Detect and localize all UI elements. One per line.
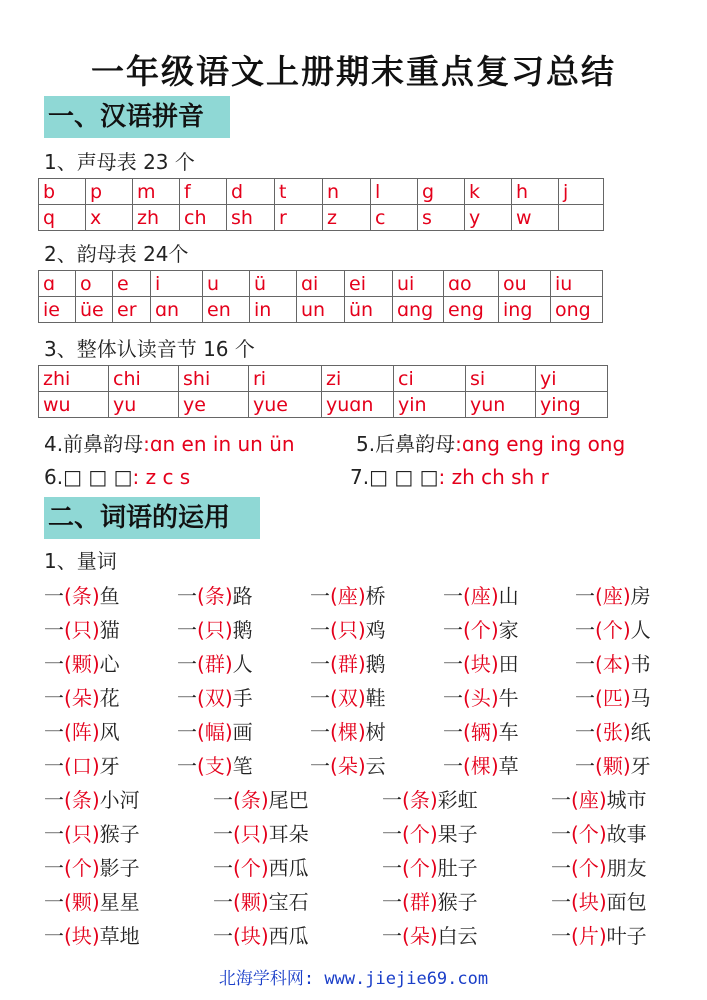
yunmu-table bbox=[38, 270, 603, 323]
pinyin-cell: n bbox=[323, 179, 371, 205]
measure-word-item: 一(只)猴子 bbox=[44, 822, 140, 846]
measure-noun: 故事 bbox=[606, 822, 647, 846]
measure-word-item: 一(只)耳朵 bbox=[213, 822, 309, 846]
item-7 bbox=[350, 465, 549, 489]
measure-noun: 城市 bbox=[606, 788, 647, 812]
pinyin-cell: r bbox=[275, 205, 323, 231]
measure-word-item: 一(只)猫 bbox=[44, 618, 120, 642]
measure-noun: 车 bbox=[498, 720, 519, 744]
section-ciyu-heading: 二、词语的运用 bbox=[44, 497, 260, 539]
measure-word-item: 一(个)影子 bbox=[44, 856, 140, 880]
measure-word: 双 bbox=[337, 686, 358, 710]
pinyin-cell: f bbox=[180, 179, 227, 205]
pinyin-cell: w bbox=[512, 205, 559, 231]
pinyin-cell: y bbox=[465, 205, 512, 231]
measure-word: 支 bbox=[204, 754, 225, 778]
hou-value: :ɑng eng ing ong bbox=[455, 432, 626, 456]
pinyin-cell: ci bbox=[394, 366, 466, 392]
measure-noun: 手 bbox=[232, 686, 253, 710]
measure-word: 个 bbox=[578, 822, 599, 846]
zhengti-table bbox=[38, 365, 608, 418]
measure-noun: 心 bbox=[99, 652, 120, 676]
shengmu-title: 1、声母表 23 个 bbox=[44, 150, 195, 174]
pinyin-cell: zh bbox=[133, 205, 180, 231]
measure-word: 颗 bbox=[240, 890, 261, 914]
measure-word: 匹 bbox=[602, 686, 623, 710]
pinyin-cell: m bbox=[133, 179, 180, 205]
measure-word: 阵 bbox=[71, 720, 92, 744]
measure-word-item: 一(幅)画 bbox=[177, 720, 253, 744]
measure-noun: 鱼 bbox=[99, 584, 120, 608]
measure-word-item: 一(群)人 bbox=[177, 652, 253, 676]
pinyin-cell: ui bbox=[393, 271, 444, 297]
pinyin-cell: ɑ bbox=[39, 271, 76, 297]
measure-word-item: 一(个)家 bbox=[443, 618, 519, 642]
measure-word: 颗 bbox=[71, 652, 92, 676]
measure-word-item: 一(座)山 bbox=[443, 584, 519, 608]
measure-word-item: 一(双)鞋 bbox=[310, 686, 386, 710]
shengmu-table bbox=[38, 178, 604, 231]
measure-noun: 尾巴 bbox=[268, 788, 309, 812]
measure-word: 块 bbox=[470, 652, 491, 676]
measure-noun: 马 bbox=[630, 686, 651, 710]
pinyin-cell: ri bbox=[249, 366, 322, 392]
measure-word: 只 bbox=[71, 618, 92, 642]
measure-word: 朵 bbox=[337, 754, 358, 778]
measure-noun: 小河 bbox=[99, 788, 140, 812]
table-row bbox=[39, 179, 604, 205]
measure-word: 头 bbox=[470, 686, 491, 710]
pinyin-cell: ing bbox=[499, 297, 551, 323]
measure-noun: 彩虹 bbox=[437, 788, 478, 812]
pinyin-cell: x bbox=[86, 205, 133, 231]
pinyin-cell: chi bbox=[109, 366, 179, 392]
measure-noun: 鹅 bbox=[232, 618, 253, 642]
measure-word: 朵 bbox=[71, 686, 92, 710]
pinyin-cell: ü bbox=[250, 271, 297, 297]
measure-word-item: 一(张)纸 bbox=[575, 720, 651, 744]
measure-word: 个 bbox=[409, 822, 430, 846]
pinyin-cell: z bbox=[323, 205, 371, 231]
pinyin-cell bbox=[559, 205, 604, 231]
table-row bbox=[39, 297, 603, 323]
measure-noun: 白云 bbox=[437, 924, 478, 948]
measure-word-item: 一(个)肚子 bbox=[382, 856, 478, 880]
measure-word-item: 一(双)手 bbox=[177, 686, 253, 710]
measure-word-item: 一(块)田 bbox=[443, 652, 519, 676]
measure-word-item: 一(条)彩虹 bbox=[382, 788, 478, 812]
pinyin-cell: shi bbox=[179, 366, 249, 392]
measure-word-item: 一(块)面包 bbox=[551, 890, 647, 914]
measure-noun: 云 bbox=[365, 754, 386, 778]
measure-noun: 路 bbox=[232, 584, 253, 608]
pinyin-cell: i bbox=[151, 271, 203, 297]
measure-noun: 果子 bbox=[437, 822, 478, 846]
measure-word: 辆 bbox=[470, 720, 491, 744]
pinyin-cell: yi bbox=[536, 366, 608, 392]
measure-noun: 西瓜 bbox=[268, 924, 309, 948]
measure-word: 棵 bbox=[470, 754, 491, 778]
item-6 bbox=[44, 465, 190, 489]
measure-noun: 房 bbox=[630, 584, 651, 608]
pinyin-cell: üe bbox=[76, 297, 113, 323]
measure-word-item: 一(群)鹅 bbox=[310, 652, 386, 676]
measure-noun: 纸 bbox=[630, 720, 651, 744]
measure-word: 条 bbox=[204, 584, 225, 608]
measure-word: 口 bbox=[71, 754, 92, 778]
pinyin-cell: in bbox=[250, 297, 297, 323]
table-row bbox=[39, 392, 608, 418]
measure-word-item: 一(个)人 bbox=[575, 618, 651, 642]
measure-word: 个 bbox=[240, 856, 261, 880]
measure-word-item: 一(朵)花 bbox=[44, 686, 120, 710]
measure-word: 张 bbox=[602, 720, 623, 744]
table-row bbox=[39, 271, 603, 297]
measure-word-item: 一(只)鸡 bbox=[310, 618, 386, 642]
table-row bbox=[39, 366, 608, 392]
measure-word-item: 一(个)故事 bbox=[551, 822, 647, 846]
pinyin-cell: ɑo bbox=[444, 271, 499, 297]
pinyin-cell: q bbox=[39, 205, 86, 231]
pinyin-cell: s bbox=[418, 205, 465, 231]
measure-word-item: 一(颗)牙 bbox=[575, 754, 651, 778]
measure-word: 块 bbox=[578, 890, 599, 914]
pinyin-cell: h bbox=[512, 179, 559, 205]
pinyin-cell: iu bbox=[551, 271, 603, 297]
measure-word-item: 一(块)草地 bbox=[44, 924, 140, 948]
measure-noun: 鹅 bbox=[365, 652, 386, 676]
pinyin-cell: ɑn bbox=[151, 297, 203, 323]
measure-word: 群 bbox=[337, 652, 358, 676]
measure-word-item: 一(只)鹅 bbox=[177, 618, 253, 642]
zhengti-title: 3、整体认读音节 16 个 bbox=[44, 337, 255, 361]
measure-word-item: 一(朵)云 bbox=[310, 754, 386, 778]
pinyin-cell: d bbox=[227, 179, 275, 205]
measure-word-item: 一(条)尾巴 bbox=[213, 788, 309, 812]
pinyin-cell: si bbox=[466, 366, 536, 392]
measure-noun: 草 bbox=[498, 754, 519, 778]
measure-noun: 面包 bbox=[606, 890, 647, 914]
measure-word: 座 bbox=[470, 584, 491, 608]
measure-word: 个 bbox=[578, 856, 599, 880]
measure-word: 块 bbox=[71, 924, 92, 948]
measure-noun: 叶子 bbox=[606, 924, 647, 948]
item6-label: 6.□ □ □ bbox=[44, 465, 133, 489]
measure-word: 个 bbox=[71, 856, 92, 880]
measure-word: 只 bbox=[240, 822, 261, 846]
measure-word: 只 bbox=[204, 618, 225, 642]
measure-word: 个 bbox=[409, 856, 430, 880]
pinyin-cell: eng bbox=[444, 297, 499, 323]
section-pinyin-heading: 一、汉语拼音 bbox=[44, 96, 230, 138]
pinyin-cell: yue bbox=[249, 392, 322, 418]
measure-word-item: 一(头)牛 bbox=[443, 686, 519, 710]
pinyin-cell: zhi bbox=[39, 366, 109, 392]
measure-noun: 画 bbox=[232, 720, 253, 744]
pinyin-cell: o bbox=[76, 271, 113, 297]
measure-noun: 书 bbox=[630, 652, 651, 676]
pinyin-cell: k bbox=[465, 179, 512, 205]
measure-word: 双 bbox=[204, 686, 225, 710]
measure-word: 个 bbox=[602, 618, 623, 642]
pinyin-cell: zi bbox=[322, 366, 394, 392]
pinyin-cell: c bbox=[371, 205, 418, 231]
pinyin-cell: yu bbox=[109, 392, 179, 418]
qian-bi-yunmu bbox=[44, 428, 295, 457]
measure-noun: 猫 bbox=[99, 618, 120, 642]
measure-noun: 牛 bbox=[498, 686, 519, 710]
table-row bbox=[39, 205, 604, 231]
measure-word-item: 一(棵)草 bbox=[443, 754, 519, 778]
pinyin-cell: yuɑn bbox=[322, 392, 394, 418]
measure-word-item: 一(颗)心 bbox=[44, 652, 120, 676]
measure-word-item: 一(座)城市 bbox=[551, 788, 647, 812]
measure-noun: 草地 bbox=[99, 924, 140, 948]
measure-noun: 人 bbox=[630, 618, 651, 642]
measure-noun: 宝石 bbox=[268, 890, 309, 914]
hou-label: 5.后鼻韵母 bbox=[356, 432, 456, 456]
pinyin-cell: ying bbox=[536, 392, 608, 418]
footer-site: 北海学科网: www.jiejie69.com bbox=[218, 969, 489, 989]
measure-word-item: 一(朵)白云 bbox=[382, 924, 478, 948]
measure-noun: 田 bbox=[498, 652, 519, 676]
pinyin-cell: t bbox=[275, 179, 323, 205]
measure-word-item: 一(棵)树 bbox=[310, 720, 386, 744]
measure-noun: 树 bbox=[365, 720, 386, 744]
measure-noun: 肚子 bbox=[437, 856, 478, 880]
pinyin-cell: p bbox=[86, 179, 133, 205]
pinyin-cell: ou bbox=[499, 271, 551, 297]
item7-value: : zh ch sh r bbox=[438, 465, 549, 489]
pinyin-cell: ei bbox=[345, 271, 393, 297]
measure-word: 块 bbox=[240, 924, 261, 948]
measure-noun: 猴子 bbox=[99, 822, 140, 846]
pinyin-cell: l bbox=[371, 179, 418, 205]
measure-noun: 花 bbox=[99, 686, 120, 710]
measure-noun: 耳朵 bbox=[268, 822, 309, 846]
measure-word: 幅 bbox=[204, 720, 225, 744]
measure-word-item: 一(条)鱼 bbox=[44, 584, 120, 608]
measure-word-item: 一(条)路 bbox=[177, 584, 253, 608]
measure-word: 座 bbox=[578, 788, 599, 812]
measure-noun: 桥 bbox=[365, 584, 386, 608]
measure-word: 条 bbox=[240, 788, 261, 812]
measure-word: 朵 bbox=[409, 924, 430, 948]
pinyin-cell: er bbox=[113, 297, 151, 323]
measure-word-item: 一(颗)星星 bbox=[44, 890, 140, 914]
pinyin-cell: yin bbox=[394, 392, 466, 418]
measure-word: 座 bbox=[337, 584, 358, 608]
measure-word: 条 bbox=[71, 788, 92, 812]
pinyin-cell: yun bbox=[466, 392, 536, 418]
measure-word-item: 一(本)书 bbox=[575, 652, 651, 676]
pinyin-cell: ch bbox=[180, 205, 227, 231]
measure-word-item: 一(支)笔 bbox=[177, 754, 253, 778]
measure-word-item: 一(个)朋友 bbox=[551, 856, 647, 880]
measure-word: 个 bbox=[470, 618, 491, 642]
measure-word-item: 一(辆)车 bbox=[443, 720, 519, 744]
item7-label: 7.□ □ □ bbox=[350, 465, 439, 489]
measure-word: 片 bbox=[578, 924, 599, 948]
measure-word: 群 bbox=[409, 890, 430, 914]
measure-word: 群 bbox=[204, 652, 225, 676]
qian-value: :ɑn en in un ün bbox=[143, 432, 295, 456]
pinyin-cell: ie bbox=[39, 297, 76, 323]
measure-noun: 笔 bbox=[232, 754, 253, 778]
pinyin-cell: ɑng bbox=[393, 297, 444, 323]
measure-noun: 风 bbox=[99, 720, 120, 744]
measure-noun: 鞋 bbox=[365, 686, 386, 710]
pinyin-cell: e bbox=[113, 271, 151, 297]
measure-word: 座 bbox=[602, 584, 623, 608]
pinyin-cell: wu bbox=[39, 392, 109, 418]
measure-word-item: 一(个)果子 bbox=[382, 822, 478, 846]
measure-noun: 人 bbox=[232, 652, 253, 676]
measure-word-item: 一(条)小河 bbox=[44, 788, 140, 812]
measure-word-item: 一(匹)马 bbox=[575, 686, 651, 710]
pinyin-cell: ün bbox=[345, 297, 393, 323]
measure-word: 只 bbox=[337, 618, 358, 642]
measure-noun: 西瓜 bbox=[268, 856, 309, 880]
pinyin-cell: ɑi bbox=[297, 271, 345, 297]
pinyin-cell: j bbox=[559, 179, 604, 205]
measure-word: 条 bbox=[71, 584, 92, 608]
pinyin-cell: u bbox=[203, 271, 250, 297]
qian-label: 4.前鼻韵母 bbox=[44, 432, 144, 456]
hou-bi-yunmu bbox=[356, 428, 625, 457]
measure-noun: 星星 bbox=[99, 890, 140, 914]
yunmu-title: 2、韵母表 24个 bbox=[44, 242, 189, 266]
measure-word-item: 一(颗)宝石 bbox=[213, 890, 309, 914]
measure-noun: 鸡 bbox=[365, 618, 386, 642]
measure-word: 本 bbox=[602, 652, 623, 676]
measure-word-item: 一(群)猴子 bbox=[382, 890, 478, 914]
measure-noun: 猴子 bbox=[437, 890, 478, 914]
pinyin-cell: sh bbox=[227, 205, 275, 231]
measure-word: 只 bbox=[71, 822, 92, 846]
measure-word-item: 一(座)桥 bbox=[310, 584, 386, 608]
measure-noun: 家 bbox=[498, 618, 519, 642]
measure-word-item: 一(块)西瓜 bbox=[213, 924, 309, 948]
pinyin-cell: g bbox=[418, 179, 465, 205]
measure-noun: 牙 bbox=[99, 754, 120, 778]
measure-word-item: 一(阵)风 bbox=[44, 720, 120, 744]
liangci-title: 1、量词 bbox=[44, 549, 117, 573]
page-title: 一年级语文上册期末重点复习总结 bbox=[91, 52, 616, 91]
item6-value: : z c s bbox=[132, 465, 191, 489]
measure-word-item: 一(片)叶子 bbox=[551, 924, 647, 948]
measure-word: 颗 bbox=[602, 754, 623, 778]
measure-noun: 山 bbox=[498, 584, 519, 608]
measure-word-item: 一(口)牙 bbox=[44, 754, 120, 778]
measure-word-item: 一(个)西瓜 bbox=[213, 856, 309, 880]
pinyin-cell: en bbox=[203, 297, 250, 323]
pinyin-cell: ong bbox=[551, 297, 603, 323]
measure-word: 颗 bbox=[71, 890, 92, 914]
pinyin-cell: ye bbox=[179, 392, 249, 418]
measure-word: 棵 bbox=[337, 720, 358, 744]
measure-noun: 朋友 bbox=[606, 856, 647, 880]
pinyin-cell: b bbox=[39, 179, 86, 205]
measure-word-item: 一(座)房 bbox=[575, 584, 651, 608]
measure-noun: 牙 bbox=[630, 754, 651, 778]
pinyin-cell: un bbox=[297, 297, 345, 323]
measure-noun: 影子 bbox=[99, 856, 140, 880]
measure-word: 条 bbox=[409, 788, 430, 812]
